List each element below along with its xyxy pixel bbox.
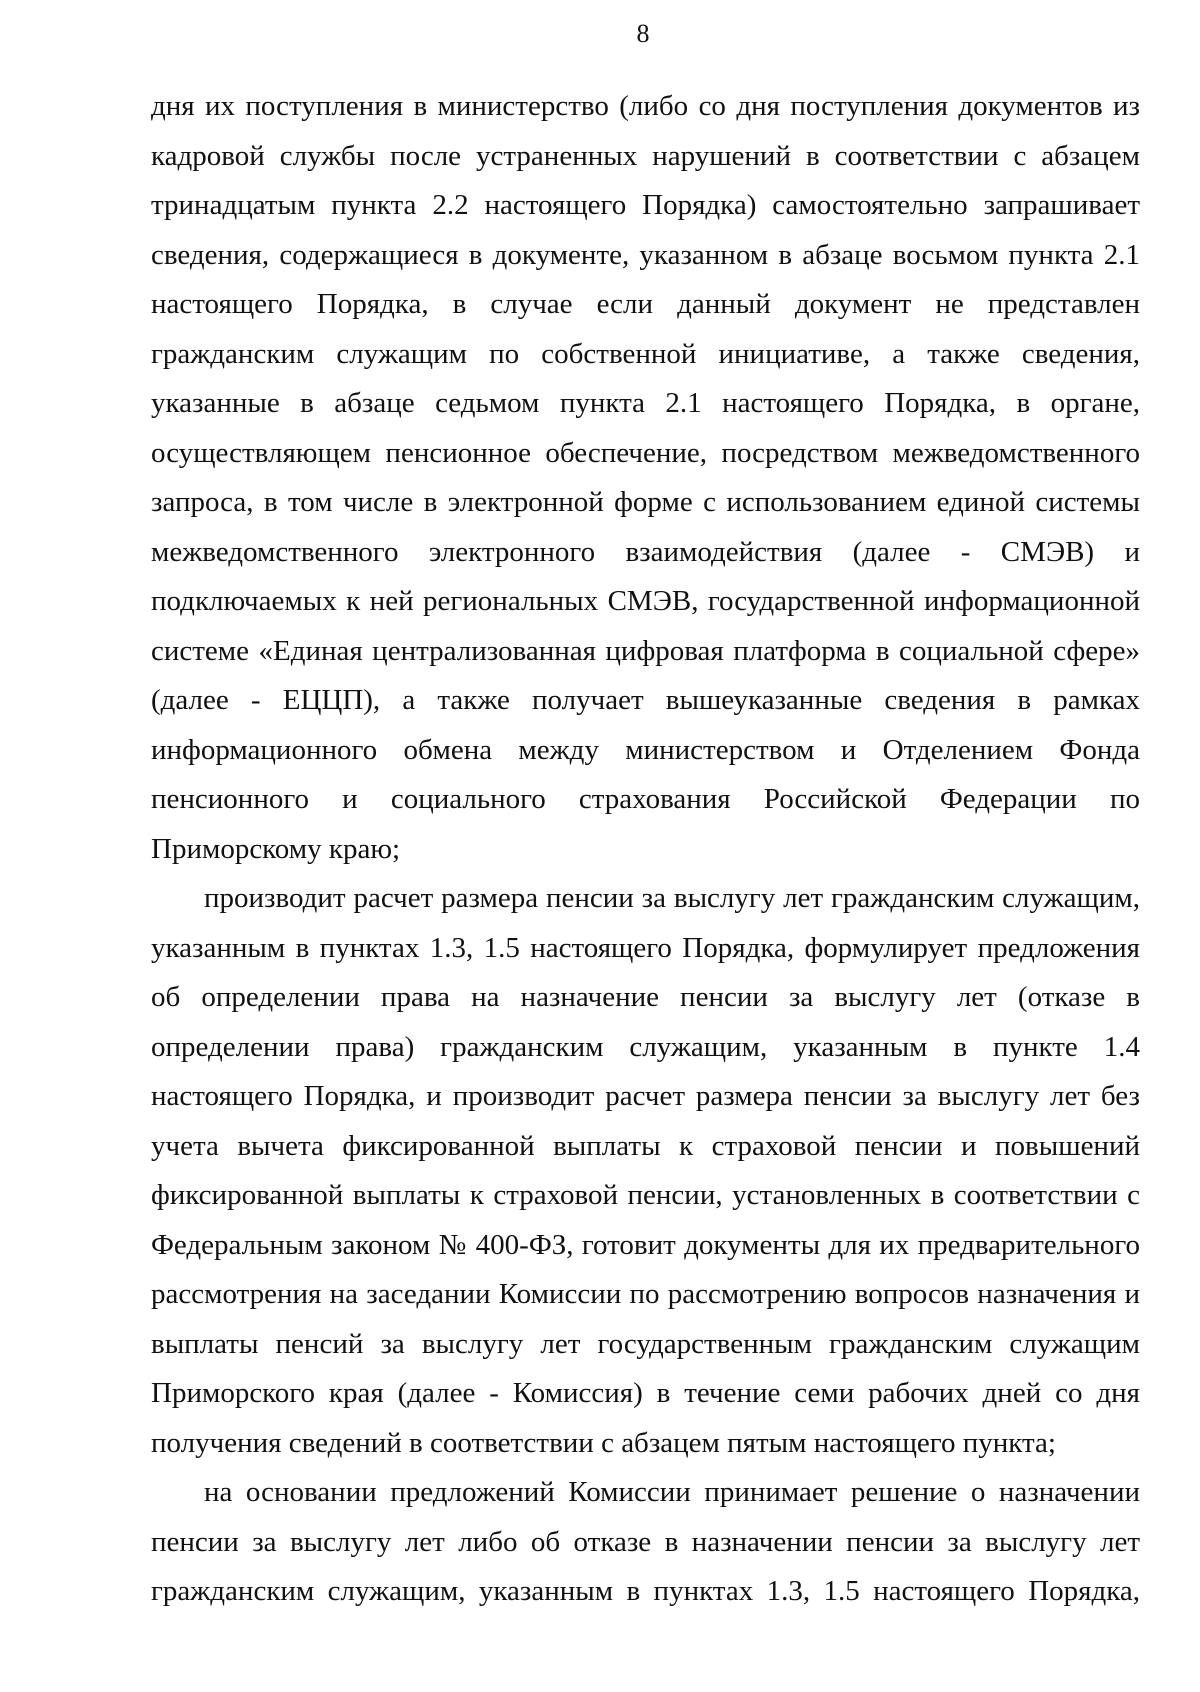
paragraph-commission-decision: на основании предложений Комиссии принимает решение о назначении пенсии за выслугу лет либо об отказе в назначении пенсии за выслугу лет гражданским служащим, указанным в пунктах 1.3, 1.5 настоящего Порядка, <box>151 1476 1140 1607</box>
page-number: 8 <box>636 19 650 48</box>
paragraph-pension-calculation: производит расчет размера пенсии за выслугу лет гражданским служащим, указанным в пунктах 1.3, 1.5 настоящего Порядка, формулирует предложения об определении права на назначение пенсии за выслугу лет (отказе в определении права) гражданским служащим, указанным в пункте 1.4 настоящего Порядка, и производит расчет размера пенсии за выслугу лет без учета вычета фиксированной выплаты к страховой пенсии и повышений фиксированной выплаты к страховой пенсии, установленных в соответствии с Федеральным законом № 400-ФЗ, готовит документы для их предварительного рассмотрения на заседании Комиссии по рассмотрению вопросов назначения и выплаты пенсий за выслугу лет государственным гражданским служащим Приморского края (далее - Комиссия) в течение семи рабочих дней со дня получения сведений в соответствии с абзацем пятым настоящего пункта; <box>151 882 1140 1459</box>
paragraph-request-information: дня их поступления в министерство (либо со дня поступления документов из кадровой службы после устраненных нарушений в соответствии с абзацем тринадцатым пункта 2.2 настоящего Порядка) самостоятельно запрашивает сведения, содержащиеся в документе, указанном в абзаце восьмом пункта 2.1 настоящего Порядка, в случае если данный документ не представлен гражданским служащим по собственной инициативе, а также сведения, указанные в абзаце седьмом пункта 2.1 настоящего Порядка, в органе, осуществляющем пенсионное обеспечение, посредством межведомственного запроса, в том числе в электронной форме с использованием единой системы межведомственного электронного взаимодействия (далее - СМЭВ) и подключаемых к ней региональных СМЭВ, государственной информационной системе «Единая централизованная цифровая платформа в социальной сфере» (далее - ЕЦЦП), а также получает вышеуказанные сведения в рамках информационного обмена между министерством и Отделением Фонда пенсионного и социального страхования Российской Федерации по Приморскому краю; <box>151 90 1140 865</box>
document-body <box>151 82 1140 1617</box>
